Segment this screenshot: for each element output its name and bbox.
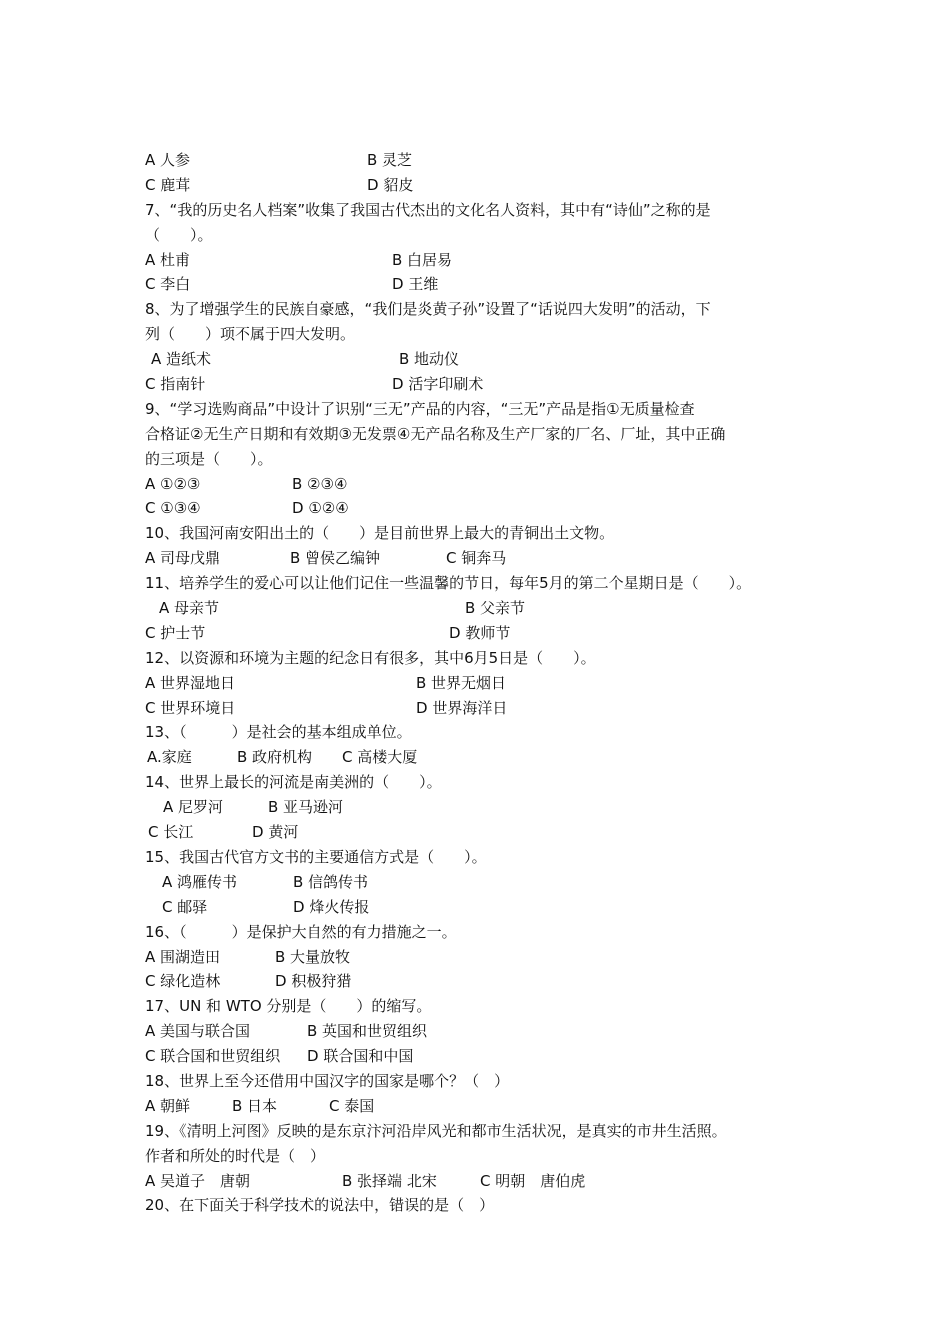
q17-options-row1 [145, 1019, 825, 1044]
q10-option-c: C 铜奔马 [446, 549, 507, 568]
q19-option-a: A 吴道子 唐朝 [145, 1171, 251, 1190]
q6-option-d: D 貂皮 [367, 175, 414, 194]
q14-option-a: A 尼罗河 [163, 798, 224, 817]
q9-option-d: D ①②④ [292, 499, 349, 518]
q13-option-a: A.家庭 [147, 748, 192, 767]
q14-options-row1 [145, 795, 825, 820]
q16-option-d: D 积极狩猎 [275, 972, 352, 991]
q17-stem-line1: 17、UN 和 WTO 分别是（ ）的缩写。 [145, 997, 432, 1016]
q15-option-b: B 信鸽传书 [293, 872, 369, 891]
q8-options-row1 [145, 347, 825, 372]
q6-option-c: C 鹿茸 [145, 175, 191, 194]
q18-stem-line1: 18、世界上至今还借用中国汉字的国家是哪个？（ ） [145, 1071, 510, 1090]
q12-option-d: D 世界海洋日 [416, 698, 508, 717]
q9-options-row1 [145, 472, 825, 497]
q18-option-a: A 朝鲜 [145, 1096, 191, 1115]
q12-option-b: B 世界无烟日 [416, 673, 507, 692]
q15-option-c: C 邮驿 [162, 897, 208, 916]
q7-options-row2 [145, 272, 825, 297]
q19-option-b: B 张择端 北宋 [342, 1171, 437, 1190]
q10-options-row1 [145, 546, 825, 571]
q17-option-b: B 英国和世贸组织 [307, 1022, 428, 1041]
q14-stem-line1: 14、世界上最长的河流是南美洲的（ ）。 [145, 773, 442, 792]
q6-options-row1 [145, 148, 825, 173]
q17-option-d: D 联合国和中国 [307, 1047, 414, 1066]
q6-options-row2 [145, 173, 825, 198]
q19-stem-line1: 19、《清明上河图》反映的是东京汴河沿岸风光和都市生活状况，是真实的市井生活照。 [145, 1121, 727, 1140]
q7-option-d: D 王维 [392, 275, 439, 294]
q15-stem-line1: 15、我国古代官方文书的主要通信方式是（ ）。 [145, 847, 487, 866]
q15-options-row2 [145, 895, 825, 920]
q14-option-b: B 亚马逊河 [268, 798, 344, 817]
q12-options-row2 [145, 696, 825, 721]
q8-options-row2 [145, 372, 825, 397]
q8-stem-line1: 8、为了增强学生的民族自豪感，“我们是炎黄子孙”设置了“话说四大发明”的活动，下 [145, 300, 711, 319]
q6-option-a: A 人参 [145, 151, 191, 169]
q9-option-c: C ①③④ [145, 499, 201, 518]
q10-stem-line1: 10、我国河南安阳出土的（ ）是目前世界上最大的青铜出土文物。 [145, 524, 615, 543]
q7-option-c: C 李白 [145, 275, 191, 294]
q11-option-c: C 护士节 [145, 623, 206, 642]
q8-option-a: A 造纸术 [151, 350, 212, 369]
q8-option-c: C 指南针 [145, 375, 206, 394]
q15-option-a: A 鸿雁传书 [162, 872, 238, 891]
q13-stem-line1: 13、（ ）是社会的基本组成单位。 [145, 723, 412, 742]
q12-option-a: A 世界湿地日 [145, 673, 236, 692]
q7-stem-line1: 7、“我的历史名人档案”收集了我国古代杰出的文化名人资料，其中有“诗仙”之称的是 [145, 200, 711, 219]
q7-options-row1 [145, 248, 825, 273]
q8-option-b: B 地动仪 [399, 350, 460, 369]
q16-option-b: B 大量放牧 [275, 947, 351, 966]
q17-option-c: C 联合国和世贸组织 [145, 1047, 281, 1066]
q9-stem-line2: 合格证②无生产日期和有效期③无发票④无产品名称及生产厂家的厂名、厂址，其中正确 [145, 424, 726, 443]
q19-options-row1 [145, 1169, 825, 1194]
q11-option-a: A 母亲节 [159, 599, 220, 618]
q9-stem-line1: 9、“学习选购商品”中设计了识别“三无”产品的内容，“三无”产品是指①无质量检查 [145, 399, 695, 418]
q8-option-d: D 活字印刷术 [392, 375, 484, 394]
q6-option-b: B 灵芝 [367, 151, 413, 169]
q12-option-c: C 世界环境日 [145, 698, 236, 717]
q7-stem-line2: （ ）。 [145, 225, 213, 244]
q13-option-b: B 政府机构 [237, 748, 313, 767]
q18-option-b: B 日本 [232, 1096, 278, 1115]
q11-option-d: D 教师节 [449, 623, 511, 642]
q19-stem-line2: 作者和所处的时代是（ ） [145, 1146, 326, 1165]
q14-option-c: C 长江 [148, 823, 194, 842]
q11-options-row1 [145, 596, 825, 621]
q15-options-row1 [145, 870, 825, 895]
q7-option-b: B 白居易 [392, 250, 453, 269]
q10-option-a: A 司母戊鼎 [145, 549, 221, 568]
q17-option-a: A 美国与联合国 [145, 1022, 251, 1041]
q9-option-b: B ②③④ [292, 474, 348, 493]
q8-stem-line2: 列（ ）项不属于四大发明。 [145, 325, 356, 344]
q11-options-row2 [145, 621, 825, 646]
q14-options-row2 [145, 820, 825, 845]
q18-options-row1 [145, 1094, 825, 1119]
q16-options-row2 [145, 969, 825, 994]
q19-option-c: C 明朝 唐伯虎 [480, 1171, 586, 1190]
q20-stem-line1: 20、在下面关于科学技术的说法中，错误的是（ ） [145, 1196, 495, 1215]
q14-option-d: D 黄河 [252, 823, 299, 842]
q17-options-row2 [145, 1044, 825, 1069]
q16-stem-line1: 16、（ ）是保护大自然的有力措施之一。 [145, 922, 457, 941]
q9-option-a: A ①②③ [145, 474, 201, 493]
q16-option-a: A 围湖造田 [145, 947, 221, 966]
q16-option-c: C 绿化造林 [145, 972, 221, 991]
q9-options-row2 [145, 496, 825, 521]
question-list [145, 148, 825, 1218]
q9-stem-line3: 的三项是（ ）。 [145, 449, 273, 468]
q7-option-a: A 杜甫 [145, 250, 191, 269]
q10-option-b: B 曾侯乙编钟 [290, 549, 381, 568]
q12-options-row1 [145, 671, 825, 696]
q12-stem-line1: 12、以资源和环境为主题的纪念日有很多，其中6月5日是（ ）。 [145, 648, 596, 667]
q18-option-c: C 泰国 [329, 1096, 375, 1115]
q11-stem-line1: 11、培养学生的爱心可以让他们记住一些温馨的节日，每年5月的第二个星期日是（ ）。 [145, 574, 752, 593]
q13-options-row1 [145, 745, 825, 770]
q13-option-c: C 高楼大厦 [342, 748, 418, 767]
q11-option-b: B 父亲节 [465, 599, 526, 618]
q15-option-d: D 烽火传报 [293, 897, 370, 916]
q16-options-row1 [145, 945, 825, 970]
